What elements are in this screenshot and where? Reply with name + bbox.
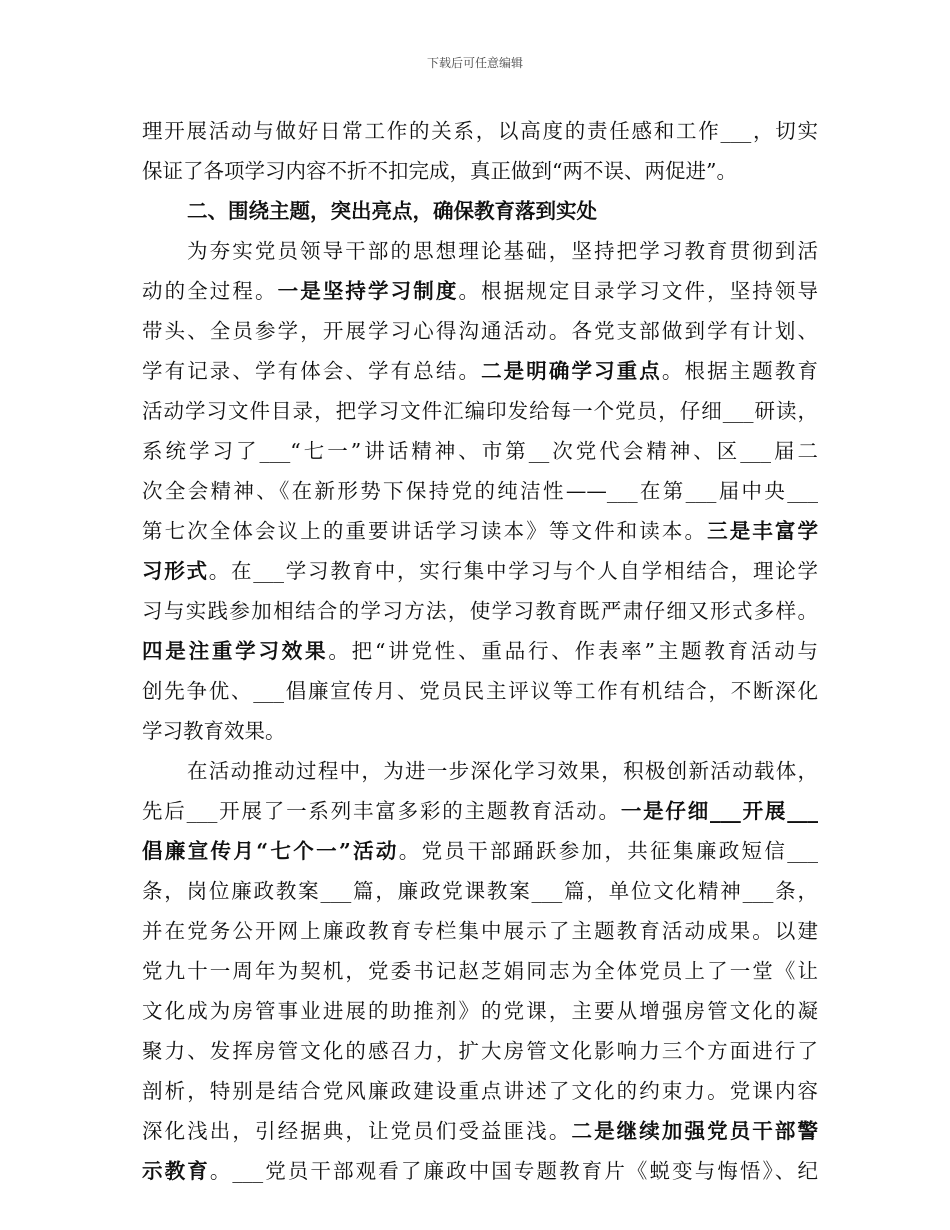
text-line — [142, 991, 818, 1031]
text-line — [142, 911, 818, 951]
text-segment: 学习教育效果。 — [142, 719, 286, 743]
text-line — [142, 751, 818, 791]
text-line — [142, 791, 818, 831]
text-segment: 文化成为房管事业进展的助推剂》的党课，主要从增强房管文化的凝 — [142, 999, 818, 1023]
text-segment: 第七次全体会议上的重要讲话学习读本》等文件和读本。 — [142, 519, 708, 543]
bold-text: 二是明确学习重点 — [481, 359, 662, 383]
text-segment: 。根据规定目录学习文件，坚持领导 — [458, 279, 819, 303]
text-line — [142, 551, 818, 591]
text-line — [142, 1071, 818, 1111]
section-heading — [142, 191, 818, 231]
text-segment: 为夯实党员领导干部的思想理论基础，坚持把学习教育贯彻到活 — [187, 239, 818, 263]
text-segment: 学有记录、学有体会、学有总结。 — [142, 359, 482, 383]
text-line — [142, 311, 818, 351]
text-line — [142, 591, 818, 631]
text-segment: 。根据主题教育 — [661, 359, 819, 383]
text-segment: 聚力、发挥房管文化的感召力，扩大房管文化影响力三个方面进行了 — [142, 1039, 818, 1063]
text-line — [142, 871, 818, 911]
bold-text: 一是坚持学习制度 — [277, 279, 459, 303]
bold-text: 四是注重学习效果 — [142, 639, 329, 663]
text-segment: 系统学习了___“七一”讲话精神、市第__次党代会精神、区___届二 — [142, 439, 818, 463]
text-segment: 习与实践参加相结合的学习方法，使学习教育既严肃仔细又形式多样。 — [142, 599, 818, 623]
text-line — [142, 511, 818, 551]
text-segment: 动的全过程。 — [142, 279, 278, 303]
text-line — [142, 431, 818, 471]
text-line — [142, 1111, 818, 1151]
text-line — [142, 631, 818, 671]
text-line — [142, 671, 818, 711]
text-segment: 次全会精神、《在新形势下保持党的纯洁性——___在第___届中央___ — [142, 479, 818, 503]
text-line — [142, 111, 818, 151]
text-line — [142, 1031, 818, 1071]
text-segment: 。在___学习教育中，实行集中学习与个人自学相结合，理论学 — [208, 559, 818, 583]
text-segment: 带头、全员参学，开展学习心得沟通活动。各党支部做到学有计划、 — [142, 319, 818, 343]
text-segment: 创先争优、___倡廉宣传月、党员民主评议等工作有机结合，不断深化 — [142, 679, 818, 703]
text-segment: 条，岗位廉政教案___篇，廉政党课教案___篇，单位文化精神___条， — [142, 879, 818, 903]
text-line — [142, 391, 818, 431]
bold-text: 一是仔细___开展___ — [620, 799, 818, 823]
document-body — [142, 111, 818, 1191]
text-segment: 先后___开展了一系列丰富多彩的主题教育活动。 — [142, 799, 621, 823]
text-segment: 剖析，特别是结合党风廉政建设重点讲述了文化的约束力。党课内容 — [142, 1079, 818, 1103]
text-line — [142, 471, 818, 511]
text-segment: 。___党员干部观看了廉政中国专题教育片《蜕变与悔悟》、纪 — [209, 1159, 819, 1183]
text-segment: 。把“讲党性、重品行、作表率”主题教育活动与 — [328, 639, 818, 663]
text-segment: 深化浅出，引经据典，让党员们受益匪浅。 — [142, 1119, 572, 1143]
text-line — [142, 831, 818, 871]
text-segment: 活动学习文件目录，把学习文件汇编印发给每一个党员，仔细___研读， — [142, 399, 818, 423]
bold-text: 倡廉宣传月“七个一”活动 — [142, 839, 399, 863]
text-segment: 。党员干部踊跃参加，共征集廉政短信___ — [398, 839, 818, 863]
text-line — [142, 151, 818, 191]
text-segment: 党九十一周年为契机，党委书记赵芝娟同志为全体党员上了一堂《让 — [142, 959, 818, 983]
text-segment: 在活动推动过程中，为进一步深化学习效果，积极创新活动载体， — [187, 759, 818, 783]
text-line — [142, 271, 818, 311]
bold-text: 二、围绕主题，突出亮点，确保教育落到实处 — [187, 199, 597, 223]
text-line — [142, 951, 818, 991]
text-line — [142, 711, 818, 751]
bold-text: 示教育 — [142, 1159, 210, 1183]
text-segment: 保证了各项学习内容不折不扣完成，真正做到“两不误、两促进”。 — [142, 159, 737, 183]
bold-text: 习形式 — [142, 559, 209, 583]
text-line — [142, 351, 818, 391]
text-line — [142, 1151, 818, 1191]
bold-text: 二是继续加强党员干部警 — [571, 1119, 819, 1143]
text-segment: 理开展活动与做好日常工作的关系，以高度的责任感和工作___，切实 — [142, 119, 818, 143]
bold-text: 三是丰富学 — [707, 519, 819, 543]
page-header: 下载后可任意编辑 — [426, 56, 523, 70]
text-segment: 并在党务公开网上廉政教育专栏集中展示了主题教育活动成果。以建 — [142, 919, 818, 943]
text-line — [142, 231, 818, 271]
